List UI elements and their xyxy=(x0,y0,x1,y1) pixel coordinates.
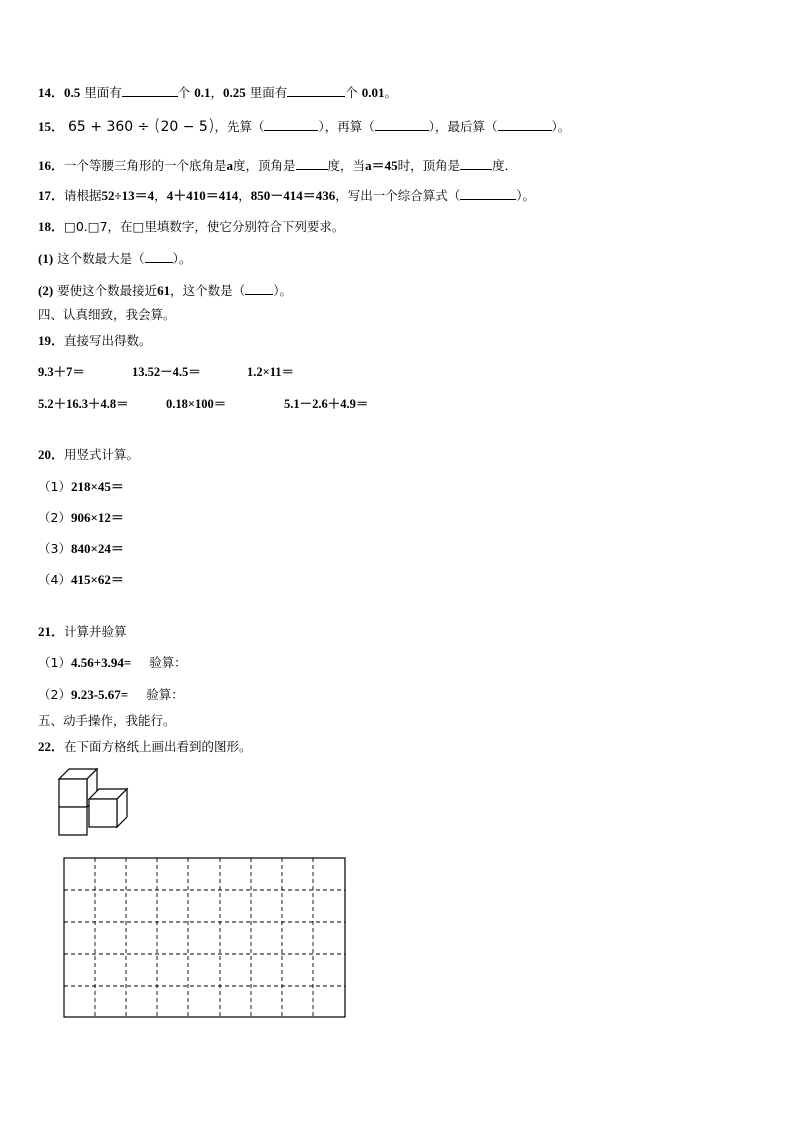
question-19: 19．直接写出得数。 xyxy=(38,333,152,348)
oral-calc: 5.1－2.6＋4.9＝ xyxy=(284,397,369,411)
oral-calc: 13.52－4.5＝ xyxy=(132,365,201,379)
question-20: 20．用竖式计算。 xyxy=(38,447,140,462)
question-17: 17．请根据52÷13＝4，4＋410＝414，850－414＝436，写出一个综合算式（ ）。 xyxy=(38,188,536,203)
section-heading-4: 四、认真细致，我会算。 xyxy=(38,307,176,322)
question-16: 16．一个等腰三角形的一个底角是a度，顶角是 度，当a＝45时，顶角是 度． xyxy=(38,158,518,173)
question-18: 18．□0.□7，在□里填数字，使它分别符合下列要求。 xyxy=(38,219,345,234)
vertical-calc-item: （3）840×24＝ xyxy=(38,541,124,556)
answer-blank[interactable] xyxy=(375,118,429,131)
oral-calc: 5.2＋16.3＋4.8＝ xyxy=(38,397,129,411)
oral-calc: 9.3＋7＝ xyxy=(38,365,85,379)
answer-blank[interactable] xyxy=(245,282,273,295)
cube-face xyxy=(59,779,87,807)
vertical-calc-item: （2）906×12＝ xyxy=(38,510,124,525)
answer-blank[interactable] xyxy=(460,157,492,170)
cube-face xyxy=(89,799,117,827)
verify-calc-item: （2）9.23-5.67= 验算： xyxy=(38,687,184,702)
grid-paper[interactable] xyxy=(63,857,347,1019)
oral-calc: 1.2×11＝ xyxy=(247,365,295,379)
vertical-calc-item: （4）415×62＝ xyxy=(38,572,124,587)
answer-blank[interactable] xyxy=(287,84,345,97)
oral-calc: 0.18×100＝ xyxy=(166,397,227,411)
question-21: 21．计算并验算 xyxy=(38,624,127,639)
answer-blank[interactable] xyxy=(498,118,552,131)
vertical-calc-item: （1）218×45＝ xyxy=(38,479,124,494)
question-15: 15． 65 + 360 ÷ (20 − 5)，先算（ ），再算（ ），最后算（ ）。 xyxy=(38,116,571,136)
answer-blank[interactable] xyxy=(145,250,173,263)
cube-face xyxy=(59,807,87,835)
cube-stack-figure xyxy=(56,766,140,840)
question-14: 14．0.5 里面有 个 0.1，0.25 里面有 个 0.01。 xyxy=(38,85,398,100)
answer-blank[interactable] xyxy=(460,187,516,200)
verify-calc-item: （1）4.56+3.94= 验算： xyxy=(38,655,187,670)
question-18-part-1: (1) 这个数最大是（ ）。 xyxy=(38,251,192,266)
math-expression: 65 + 360 ÷ (20 − 5) xyxy=(68,116,215,136)
question-22: 22．在下面方格纸上画出看到的图形。 xyxy=(38,739,252,754)
answer-blank[interactable] xyxy=(122,84,178,97)
section-heading-5: 五、动手操作，我能行。 xyxy=(38,713,176,728)
answer-blank[interactable] xyxy=(264,118,318,131)
question-18-part-2: (2) 要使这个数最接近61，这个数是（ ）。 xyxy=(38,283,292,298)
answer-blank[interactable] xyxy=(296,157,328,170)
